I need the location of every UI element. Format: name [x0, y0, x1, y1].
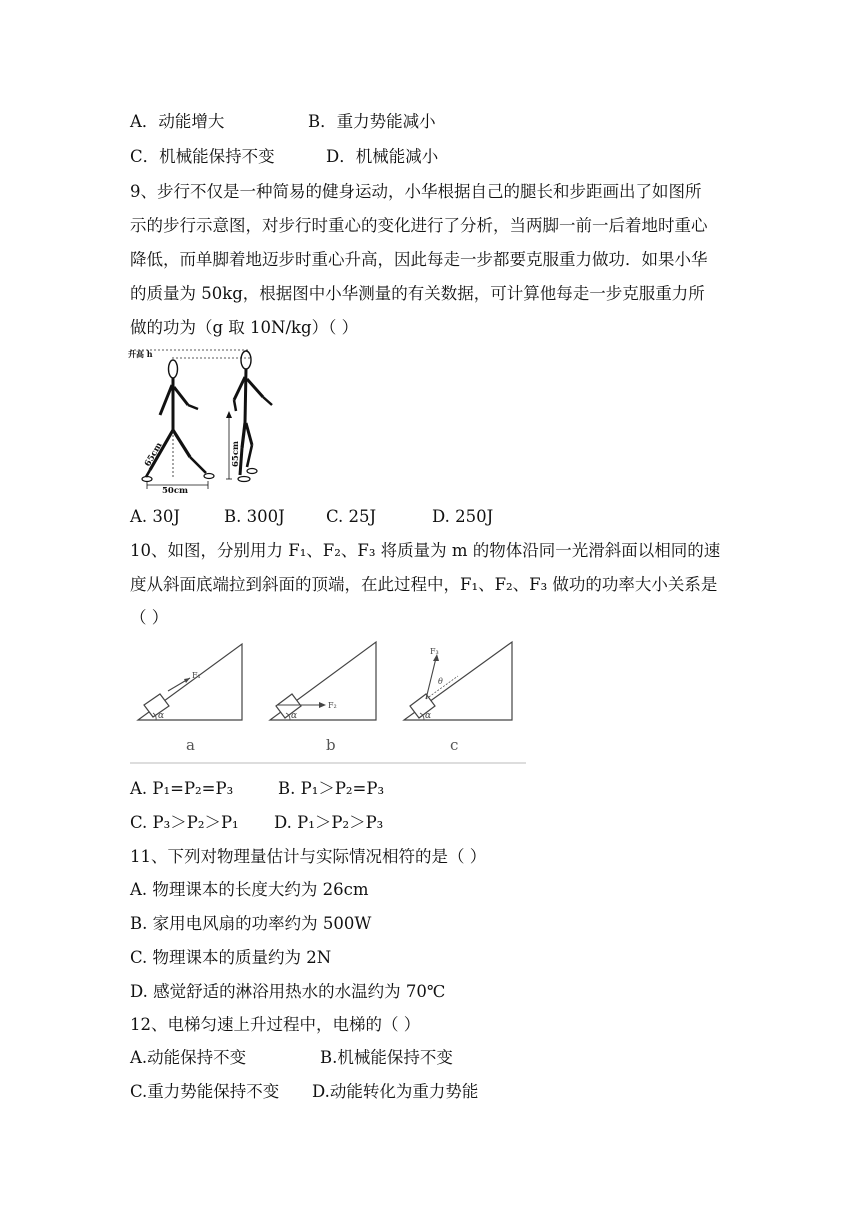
angle-c: α: [425, 711, 432, 721]
force-f3: F₃: [430, 647, 439, 656]
q9-option-d: D. 250J: [432, 507, 494, 526]
q10-option-a: A. P₁=P₂=P₃: [130, 779, 234, 798]
leg-right-label: 65cm: [231, 441, 241, 467]
q9-line-4: 的质量为 50kg，根据图中小华测量的有关数据，可计算他每走一步克服重力所: [130, 284, 705, 303]
q10-option-d: D. P₁＞P₂＞P₃: [274, 813, 384, 832]
q12-option-b: B.机械能保持不变: [320, 1048, 453, 1067]
force-f2: F₂: [328, 701, 337, 710]
q10-line-2: 度从斜面底端拉到斜面的顶端，在此过程中，F₁、F₂、F₃ 做功的功率大小关系是: [130, 575, 718, 594]
q8-option-b: B．重力势能减小: [308, 112, 436, 131]
q9-option-b: B. 300J: [224, 507, 285, 526]
force-f1: F₁: [192, 671, 201, 680]
q10-line-3: （ ）: [130, 608, 169, 627]
q11-stem: 11、下列对物理量估计与实际情况相符的是（ ）: [130, 847, 487, 866]
q11-option-b: B. 家用电风扇的功率约为 500W: [130, 914, 372, 933]
panel-label-a: a: [186, 736, 195, 754]
q12-stem: 12、电梯匀速上升过程中，电梯的（ ）: [130, 1015, 421, 1034]
q8-option-c: C．机械能保持不变: [130, 147, 275, 166]
rise-label: 升高 h: [128, 349, 153, 359]
leg-left-label: 65cm: [142, 440, 165, 469]
q9-option-c: C. 25J: [326, 507, 377, 526]
q8-option-a: A．动能增大: [130, 112, 225, 131]
q9-line-3: 降低，而单脚着地迈步时重心升高，因此每走一步都要克服重力做功．如果小华: [130, 250, 708, 269]
panel-label-c: c: [450, 736, 459, 754]
q9-option-a: A. 30J: [130, 507, 181, 526]
angle-b: α: [291, 711, 298, 721]
q11-option-a: A. 物理课本的长度大约为 26cm: [130, 880, 369, 899]
q10-option-c: C. P₃＞P₂＞P₁: [130, 813, 239, 832]
q10-option-b: B. P₁＞P₂=P₃: [278, 779, 385, 798]
q8-option-d: D．机械能减小: [326, 147, 439, 166]
theta-label: θ: [438, 677, 443, 686]
q9-line-1: 9、步行不仅是一种简易的健身运动，小华根据自己的腿长和步距画出了如图所: [130, 182, 702, 201]
q12-option-c: C.重力势能保持不变: [130, 1082, 280, 1101]
incline-diagram: [128, 640, 528, 768]
q11-option-d: D. 感觉舒适的淋浴用热水的水温约为 70℃: [130, 982, 446, 1001]
q10-line-1: 10、如图，分别用力 F₁、F₂、F₃ 将质量为 m 的物体沿同一光滑斜面以相同的速: [130, 541, 721, 560]
panel-label-b: b: [326, 736, 336, 754]
q11-option-c: C. 物理课本的质量约为 2N: [130, 948, 332, 967]
q12-option-d: D.动能转化为重力势能: [312, 1082, 479, 1101]
angle-a: α: [158, 711, 165, 721]
q9-line-5: 做的功为（g 取 10N/kg）（ ）: [130, 318, 359, 337]
q12-option-a: A.动能保持不变: [130, 1048, 247, 1067]
q9-line-2: 示的步行示意图，对步行时重心的变化进行了分析，当两脚一前一后着地时重心: [130, 216, 708, 235]
step-label: 50cm: [162, 486, 188, 495]
walking-diagram: [128, 345, 288, 495]
